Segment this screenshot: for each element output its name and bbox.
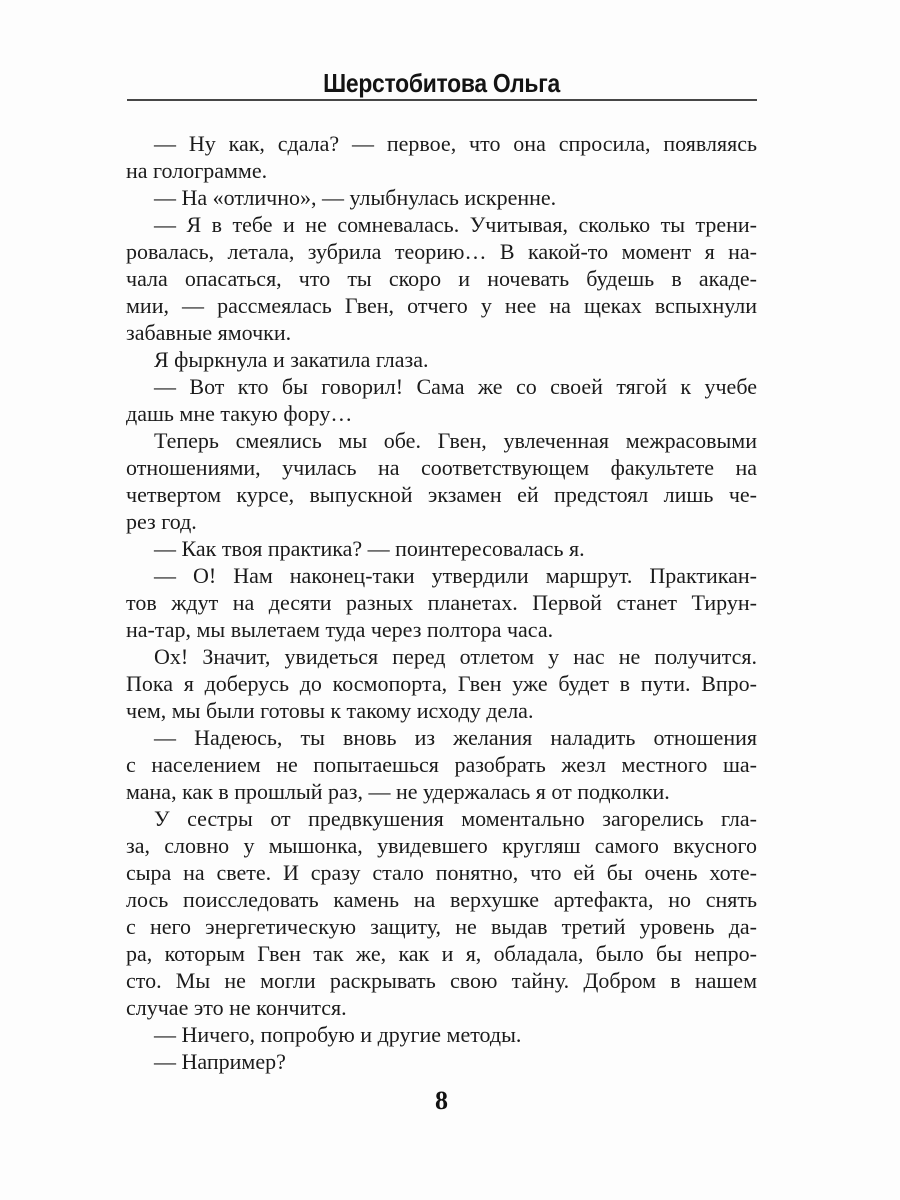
- text-line: чала опасаться, что ты скоро и ночевать будешь в акаде-: [126, 266, 757, 291]
- page-body: [126, 130, 757, 1075]
- text-line: случае это не кончится.: [126, 995, 347, 1020]
- text-line: дашь мне такую фору…: [126, 401, 353, 426]
- text-line: Я фыркнула и закатила глаза.: [154, 347, 429, 372]
- text-line: за, словно у мышонка, увидевшего кругляш самого вкусного: [126, 833, 757, 858]
- paragraph: [126, 535, 757, 562]
- text-line: с него энергетическую защиту, не выдав третий уровень да-: [126, 914, 757, 939]
- text-line: ра, которым Гвен так же, как и я, обладала, было бы непро-: [126, 941, 757, 966]
- paragraph: [126, 643, 757, 724]
- text-line: мии, — рассмеялась Гвен, отчего у нее на щеках вспыхнули: [126, 293, 757, 318]
- running-head-author: Шерстобитова Ольга: [323, 68, 560, 98]
- paragraph: [126, 1048, 757, 1075]
- text-line: — Я в тебе и не сомневалась. Учитывая, сколько ты трени-: [154, 212, 757, 237]
- text-line: лось поисследовать камень на верхушке артефакта, но снять: [126, 887, 757, 912]
- text-line: забавные ямочки.: [126, 320, 292, 345]
- text-line: Ох! Значит, увидеться перед отлетом у нас не получится.: [154, 644, 757, 669]
- text-line: — На «отлично», — улыбнулась искренне.: [154, 185, 557, 210]
- paragraph: [126, 562, 757, 643]
- text-line: — Ничего, попробую и другие методы.: [154, 1022, 522, 1047]
- text-line: — Надеюсь, ты вновь из желания наладить отношения: [154, 725, 757, 750]
- text-line: на голограмме.: [126, 158, 268, 183]
- paragraph: [126, 346, 757, 373]
- text-line: на-тар, мы вылетаем туда через полтора часа.: [126, 617, 554, 642]
- text-line: — Например?: [154, 1049, 286, 1074]
- header-rule: [127, 99, 757, 101]
- text-line: — Как твоя практика? — поинтересовалась я.: [154, 536, 585, 561]
- text-line: ровалась, летала, зубрила теорию… В какой-то момент я на-: [126, 239, 757, 264]
- text-line: четвертом курсе, выпускной экзамен ей предстоял лишь че-: [126, 482, 757, 507]
- text-line: Теперь смеялись мы обе. Гвен, увлеченная межрасовыми: [154, 428, 757, 453]
- text-line: с населением не попытаешься разобрать жезл местного ша-: [126, 752, 757, 777]
- text-line: — Ну как, сдала? — первое, что она спросила, появляясь: [154, 131, 757, 156]
- text-line: сыра на свете. И сразу стало понятно, что ей бы очень хоте-: [126, 860, 757, 885]
- text-line: отношениями, училась на соответствующем факультете на: [126, 455, 757, 480]
- text-line: — Вот кто бы говорил! Сама же со своей тягой к учебе: [154, 374, 757, 399]
- paragraph: [126, 1021, 757, 1048]
- paragraph: [126, 211, 757, 346]
- running-head: [126, 68, 757, 98]
- paragraph: [126, 427, 757, 535]
- text-line: тов ждут на десяти разных планетах. Первой станет Тирун-: [126, 590, 757, 615]
- text-line: рез год.: [126, 509, 197, 534]
- text-line: чем, мы были готовы к такому исходу дела.: [126, 698, 534, 723]
- text-line: — О! Нам наконец-таки утвердили маршрут. Практикан-: [154, 563, 757, 588]
- paragraph: [126, 373, 757, 427]
- text-line: Пока я доберусь до космопорта, Гвен уже будет в пути. Впро-: [126, 671, 757, 696]
- paragraph: [126, 130, 757, 184]
- text-line: сто. Мы не могли раскрывать свою тайну. Добром в нашем: [126, 968, 757, 993]
- paragraph: [126, 724, 757, 805]
- paragraph: [126, 805, 757, 1021]
- text-line: мана, как в прошлый раз, — не удержалась я от подколки.: [126, 779, 670, 804]
- text-line: У сестры от предвкушения моментально загорелись гла-: [154, 806, 757, 831]
- page-number: 8: [435, 1086, 448, 1115]
- paragraph: [126, 184, 757, 211]
